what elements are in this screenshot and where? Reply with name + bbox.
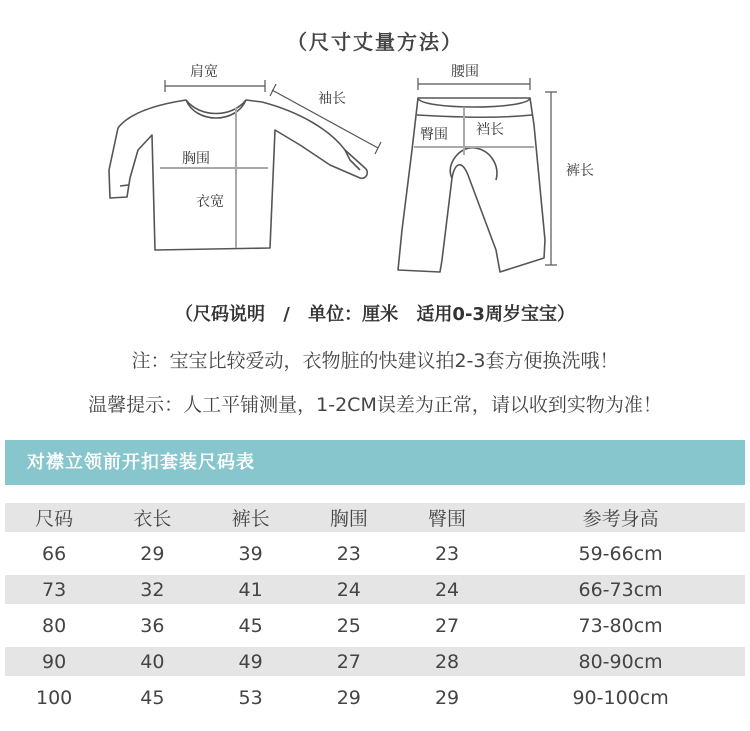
cell-size: 80 (42, 614, 67, 637)
header-hip: 臀围 (398, 503, 496, 532)
cell-hip: 23 (434, 542, 460, 565)
size-note (0, 300, 750, 326)
cell-size: 90 (5, 647, 103, 676)
label-rise: 裆长 (476, 122, 504, 138)
header-chest: 胸围 (300, 503, 398, 532)
note-tolerance: 温馨提示：人工平铺测量，1-2CM误差为正常，请以收到实物为准！ (88, 394, 662, 416)
header-height: 参考身高 (496, 503, 745, 532)
header-size: 尺码 (5, 503, 103, 532)
cell-top-length: 36 (140, 614, 165, 637)
size-table (5, 496, 745, 719)
label-pants-length: 裤长 (566, 163, 594, 179)
cell-size: 100 (35, 686, 73, 709)
cell-height: 80-90cm (496, 647, 745, 676)
label-chest: 胸围 (182, 151, 210, 167)
label-waist: 腰围 (451, 64, 479, 80)
table-row (5, 683, 745, 712)
cell-pants-length: 39 (238, 542, 263, 565)
label-shoulder: 肩宽 (190, 64, 218, 80)
cell-hip: 29 (434, 686, 460, 709)
measure-title: （尺寸丈量方法） (287, 30, 463, 54)
cell-hip: 28 (398, 647, 496, 676)
cell-size: 73 (5, 575, 103, 604)
measurement-diagram (0, 55, 750, 285)
note-wash: 注：宝宝比较爱动，衣物脏的快建议拍2-3套方便换洗哦！ (131, 350, 619, 372)
header-pants-length: 裤长 (201, 503, 299, 532)
cell-top-length: 32 (103, 575, 201, 604)
cell-pants-length: 49 (201, 647, 299, 676)
table-header-row (5, 503, 745, 532)
table-row (5, 539, 745, 568)
cell-size: 66 (42, 542, 67, 565)
label-length: 衣宽 (196, 194, 224, 210)
table-row (5, 611, 745, 640)
cell-height: 59-66cm (578, 542, 663, 565)
size-table-title: 对襟立领前开扣套装尺码表 (5, 440, 745, 485)
size-note-unit: 单位：厘米 (308, 304, 399, 325)
header-top-length: 衣长 (103, 503, 201, 532)
size-note-age: 适用0-3周岁宝宝） (416, 304, 575, 325)
cell-chest: 29 (336, 686, 361, 709)
cell-top-length: 45 (140, 686, 165, 709)
cell-height: 90-100cm (572, 686, 669, 709)
cell-height: 66-73cm (496, 575, 745, 604)
label-hip: 臀围 (420, 127, 448, 143)
cell-chest: 23 (336, 542, 361, 565)
table-row (5, 647, 745, 676)
cell-top-length: 40 (103, 647, 201, 676)
cell-hip: 24 (398, 575, 496, 604)
cell-pants-length: 41 (201, 575, 299, 604)
cell-pants-length: 53 (238, 686, 263, 709)
cell-hip: 27 (434, 614, 460, 637)
cell-chest: 27 (300, 647, 398, 676)
cell-chest: 24 (300, 575, 398, 604)
size-note-separator: / (283, 304, 290, 325)
cell-pants-length: 45 (238, 614, 263, 637)
size-note-part1: （尺码说明 (175, 304, 266, 325)
cell-chest: 25 (336, 614, 361, 637)
table-row (5, 575, 745, 604)
cell-height: 73-80cm (578, 614, 663, 637)
pants-illustration (398, 98, 545, 272)
label-sleeve: 袖长 (318, 91, 346, 107)
cell-top-length: 29 (140, 542, 165, 565)
shirt-illustration (109, 100, 367, 250)
